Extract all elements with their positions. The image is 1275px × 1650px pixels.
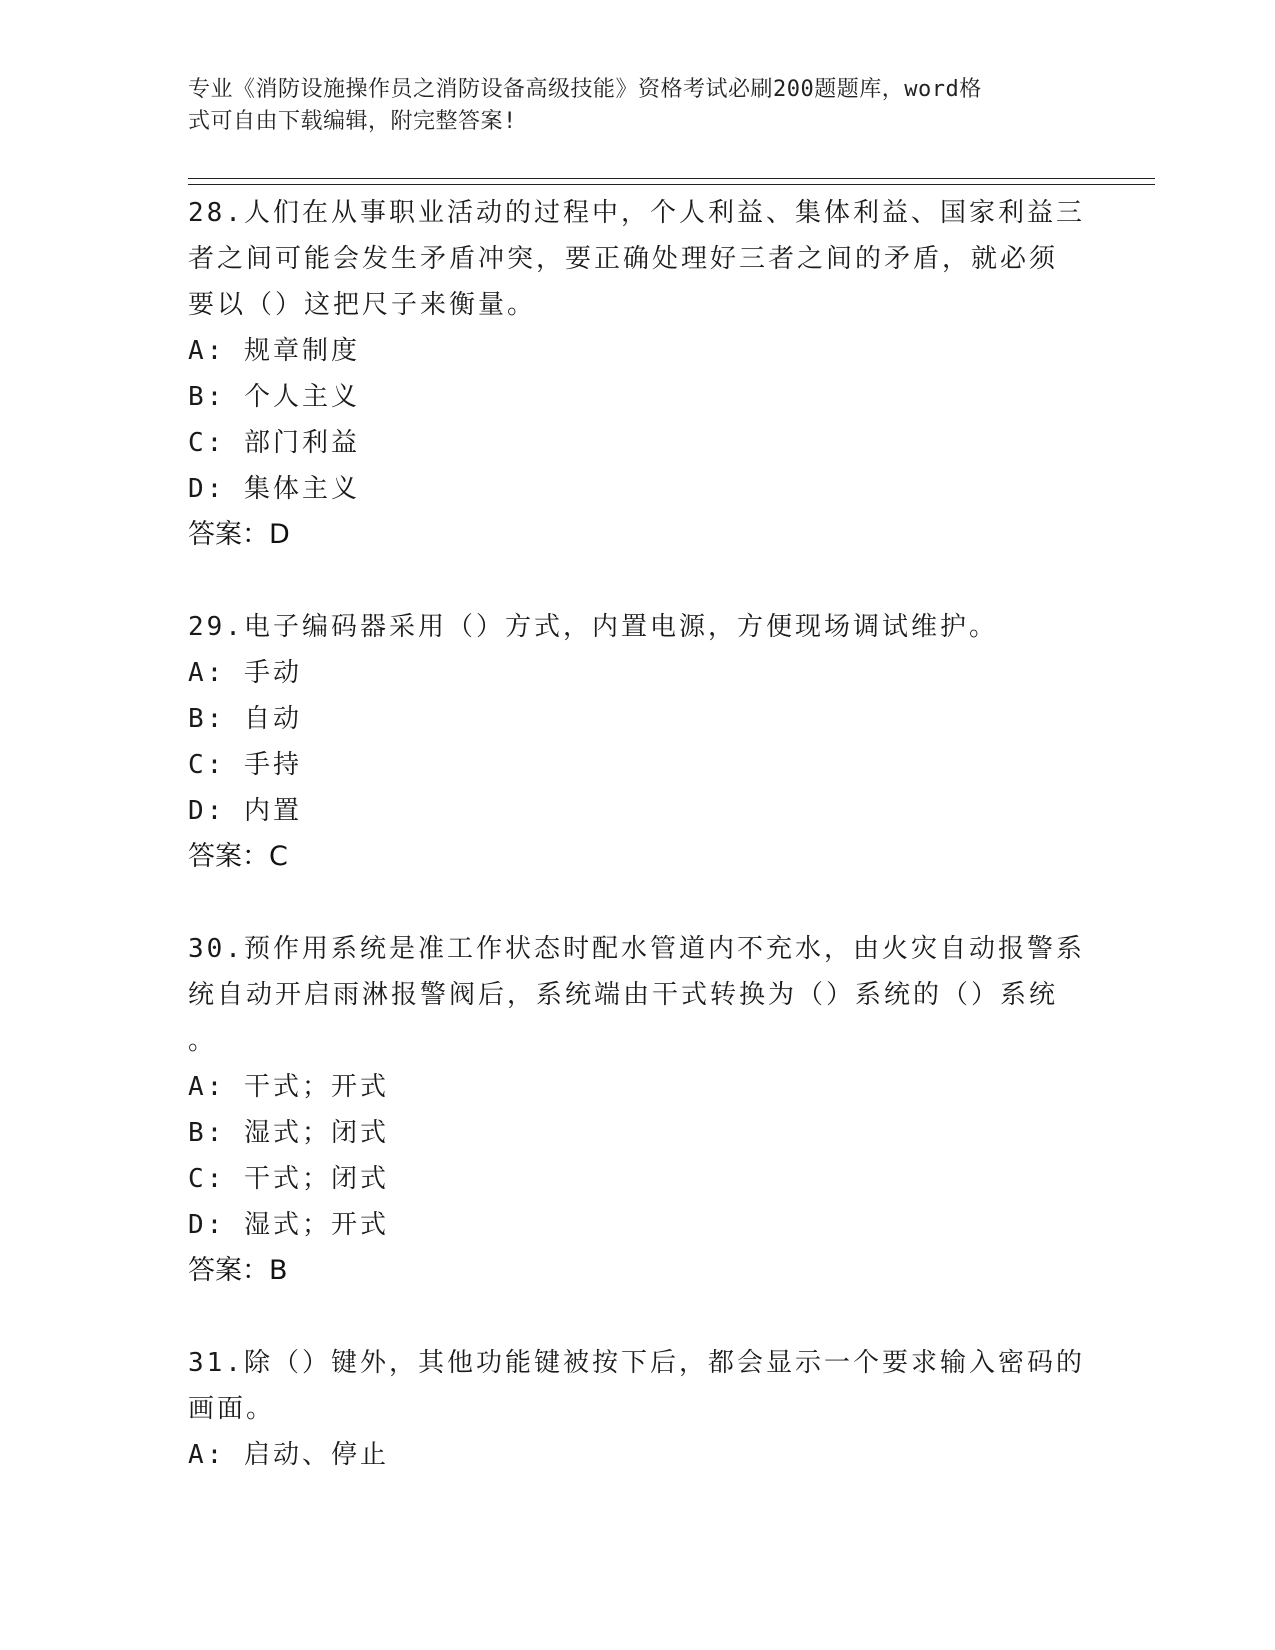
option-a: A: 启动、停止 <box>188 1440 389 1470</box>
header-divider-bottom <box>188 184 1155 185</box>
question-30 <box>188 926 1088 1294</box>
question-text-line: 30.预作用系统是准工作状态时配水管道内不充水，由火灾自动报警系 <box>188 934 1085 964</box>
question-spacer <box>188 880 1088 926</box>
question-text-line: 。 <box>188 1026 218 1056</box>
question-spacer <box>188 1294 1088 1340</box>
option-d: D: 湿式；开式 <box>188 1210 389 1240</box>
answer-line: 答案：D <box>188 519 290 550</box>
question-text-line: 画面。 <box>188 1394 276 1424</box>
option-c: C: 部门利益 <box>188 428 360 458</box>
header-divider-top <box>188 178 1155 179</box>
question-text-line: 统自动开启雨淋报警阀后，系统端由干式转换为（）系统的（）系统 <box>188 980 1059 1010</box>
header-line-2: 式可自由下载编辑，附完整答案! <box>188 109 517 134</box>
answer-line: 答案：C <box>188 841 288 872</box>
option-a: A: 规章制度 <box>188 336 360 366</box>
option-d: D: 内置 <box>188 796 302 826</box>
question-text-line: 28.人们在从事职业活动的过程中，个人利益、集体利益、国家利益三 <box>188 198 1085 228</box>
question-text-line: 29.电子编码器采用（）方式，内置电源，方便现场调试维护。 <box>188 612 998 642</box>
question-text-line: 要以（）这把尺子来衡量。 <box>188 290 537 320</box>
question-28 <box>188 190 1088 558</box>
option-d: D: 集体主义 <box>188 474 360 504</box>
question-spacer <box>188 558 1088 604</box>
option-b: B: 湿式；闭式 <box>188 1118 389 1148</box>
option-b: B: 自动 <box>188 704 302 734</box>
answer-line: 答案：B <box>188 1255 288 1286</box>
question-29 <box>188 604 1088 880</box>
question-text-line: 者之间可能会发生矛盾冲突，要正确处理好三者之间的矛盾，就必须 <box>188 244 1059 274</box>
question-list <box>188 190 1088 1478</box>
document-header <box>188 74 1068 138</box>
question-31 <box>188 1340 1088 1478</box>
question-text-line: 31.除（）键外，其他功能键被按下后，都会显示一个要求输入密码的 <box>188 1348 1085 1378</box>
option-a: A: 干式；开式 <box>188 1072 389 1102</box>
option-b: B: 个人主义 <box>188 382 360 412</box>
option-c: C: 干式；闭式 <box>188 1164 389 1194</box>
option-a: A: 手动 <box>188 658 302 688</box>
header-line-1: 专业《消防设施操作员之消防设备高级技能》资格考试必刷200题题库，word格 <box>188 77 982 102</box>
option-c: C: 手持 <box>188 750 302 780</box>
